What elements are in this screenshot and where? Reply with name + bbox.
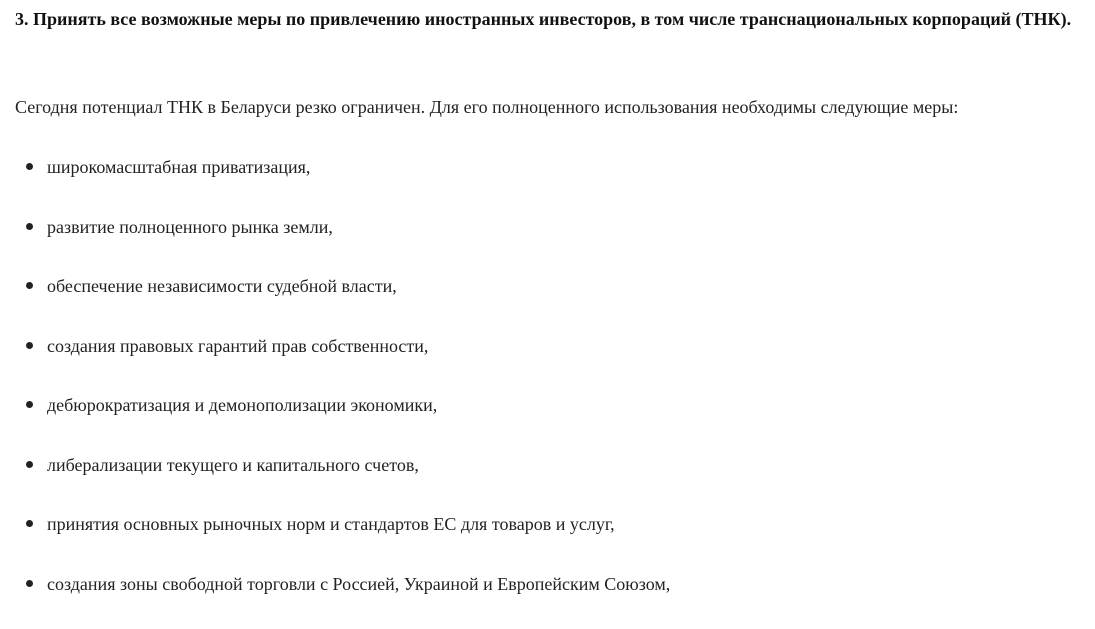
bullet-icon: [26, 282, 33, 289]
bullet-icon: [26, 223, 33, 230]
list-item-text: создания зоны свободной торговли с Россией, Украиной и Европейским Союзом,: [47, 573, 671, 594]
bullet-icon: [26, 342, 33, 349]
intro-paragraph: Сегодня потенциал ТНК в Беларуси резко ограничен. Для его полноценного использования необходимы следующие меры:: [15, 97, 959, 117]
section-heading: 3. Принять все возможные меры по привлечению иностранных инвесторов, в том числе транснациональных корпораций (ТНК).: [15, 9, 1072, 29]
list-item-text: создания правовых гарантий прав собственности,: [47, 335, 429, 356]
bullet-icon: [26, 461, 33, 468]
bullet-icon: [26, 580, 33, 587]
bullet-icon: [26, 163, 33, 170]
list-item-text: дебюрократизация и демонополизации экономики,: [47, 395, 438, 415]
bullet-icon: [26, 520, 33, 527]
list-item-text: развитие полноценного рынка земли,: [47, 216, 333, 237]
list-item-text: либерализации текущего и капитального счетов,: [47, 454, 419, 475]
list-item-text: широкомасштабная приватизация,: [47, 157, 311, 177]
bullet-icon: [26, 401, 33, 408]
list-item-text: принятия основных рыночных норм и стандартов ЕС для товаров и услуг,: [47, 514, 615, 534]
list-item-text: обеспечение независимости судебной власти,: [47, 276, 397, 296]
